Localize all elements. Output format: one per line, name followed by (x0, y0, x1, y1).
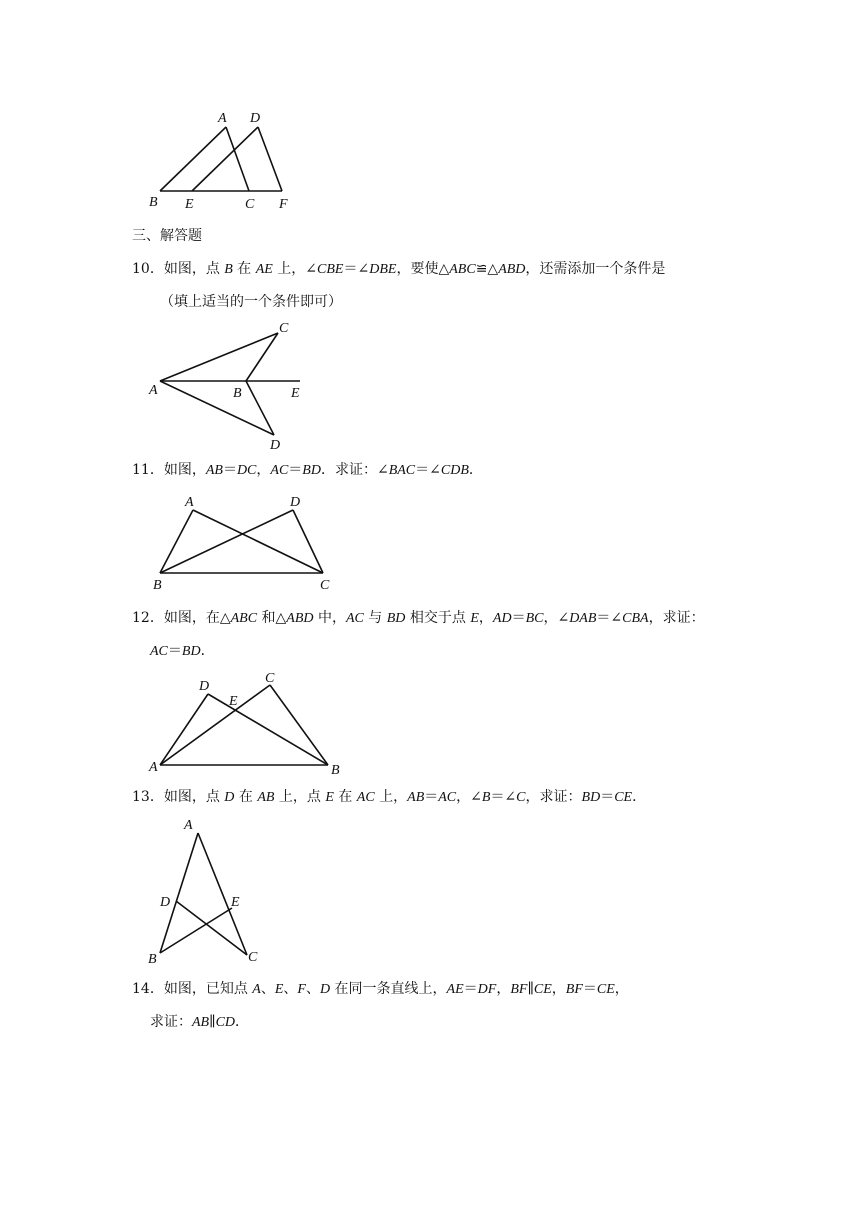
label-b: B (331, 763, 340, 778)
figure-q11 (145, 490, 345, 595)
label-c: C (265, 671, 275, 686)
segment-dc (293, 510, 323, 573)
figure-q9 (140, 105, 310, 215)
label-e: E (291, 386, 300, 401)
label-a: A (184, 818, 193, 833)
figure-q10 (140, 315, 320, 455)
label-d: D (199, 679, 210, 694)
label-a: A (218, 111, 227, 126)
label-d: D (160, 895, 171, 910)
segment-ab (160, 833, 198, 953)
segment-ac (160, 333, 278, 381)
segment-ad (160, 694, 208, 765)
label-a: A (185, 495, 194, 510)
figure-q12 (140, 668, 360, 783)
label-b: B (148, 952, 157, 967)
question-12: 12．如图，在△ABC 和△ABD 中，AC 与 BD 相交于点 E，AD＝BC，∠DAB＝∠CBA，求证： (132, 610, 705, 626)
label-e: E (231, 895, 240, 910)
segment-bd (246, 381, 274, 435)
label-a: A (149, 760, 158, 775)
question-10-line2: （填上适当的一个条件即可） (160, 294, 342, 310)
question-14-line2: 求证：AB∥CD． (150, 1014, 250, 1030)
figure-q13 (140, 815, 270, 970)
label-d: D (290, 495, 301, 510)
label-c: C (248, 950, 258, 965)
segment-bd (160, 510, 293, 573)
question-10: 10．如图，点 B 在 AE 上，∠CBE＝∠DBE，要使△ABC≌△ABD，还需添加一个条件是 (132, 261, 666, 277)
segment-ba (160, 510, 193, 573)
segment-eb (160, 908, 232, 953)
label-b: B (149, 195, 158, 210)
segment-ad (160, 381, 274, 435)
label-c: C (245, 197, 255, 212)
segment-ba (160, 127, 226, 191)
segment-ac (226, 127, 249, 191)
label-e: E (229, 694, 238, 709)
label-b: B (153, 578, 162, 593)
segment-cb (270, 685, 328, 765)
label-c: C (320, 578, 330, 593)
question-11: 11．如图，AB＝DC，AC＝BD．求证：∠BAC＝∠CDB． (132, 462, 483, 478)
segment-db (208, 694, 328, 765)
segment-ed (192, 127, 258, 191)
label-a: A (149, 383, 158, 398)
segment-ac (160, 685, 270, 765)
segment-ac (193, 510, 323, 573)
question-13: 13．如图，点 D 在 AB 上，点 E 在 AC 上，AB＝AC，∠B＝∠C，求证：BD＝CE． (132, 789, 647, 805)
label-c: C (279, 321, 289, 336)
question-12-line2: AC＝BD． (150, 643, 215, 659)
label-f: F (279, 197, 288, 212)
label-b: B (233, 386, 242, 401)
section-title: 三、解答题 (132, 228, 202, 244)
question-14: 14．如图，已知点 A、E、F、D 在同一条直线上，AE＝DF，BF∥CE，BF＝CE， (132, 981, 629, 997)
label-d: D (270, 438, 281, 453)
segment-df (258, 127, 282, 191)
label-e: E (185, 197, 194, 212)
label-d: D (250, 111, 261, 126)
